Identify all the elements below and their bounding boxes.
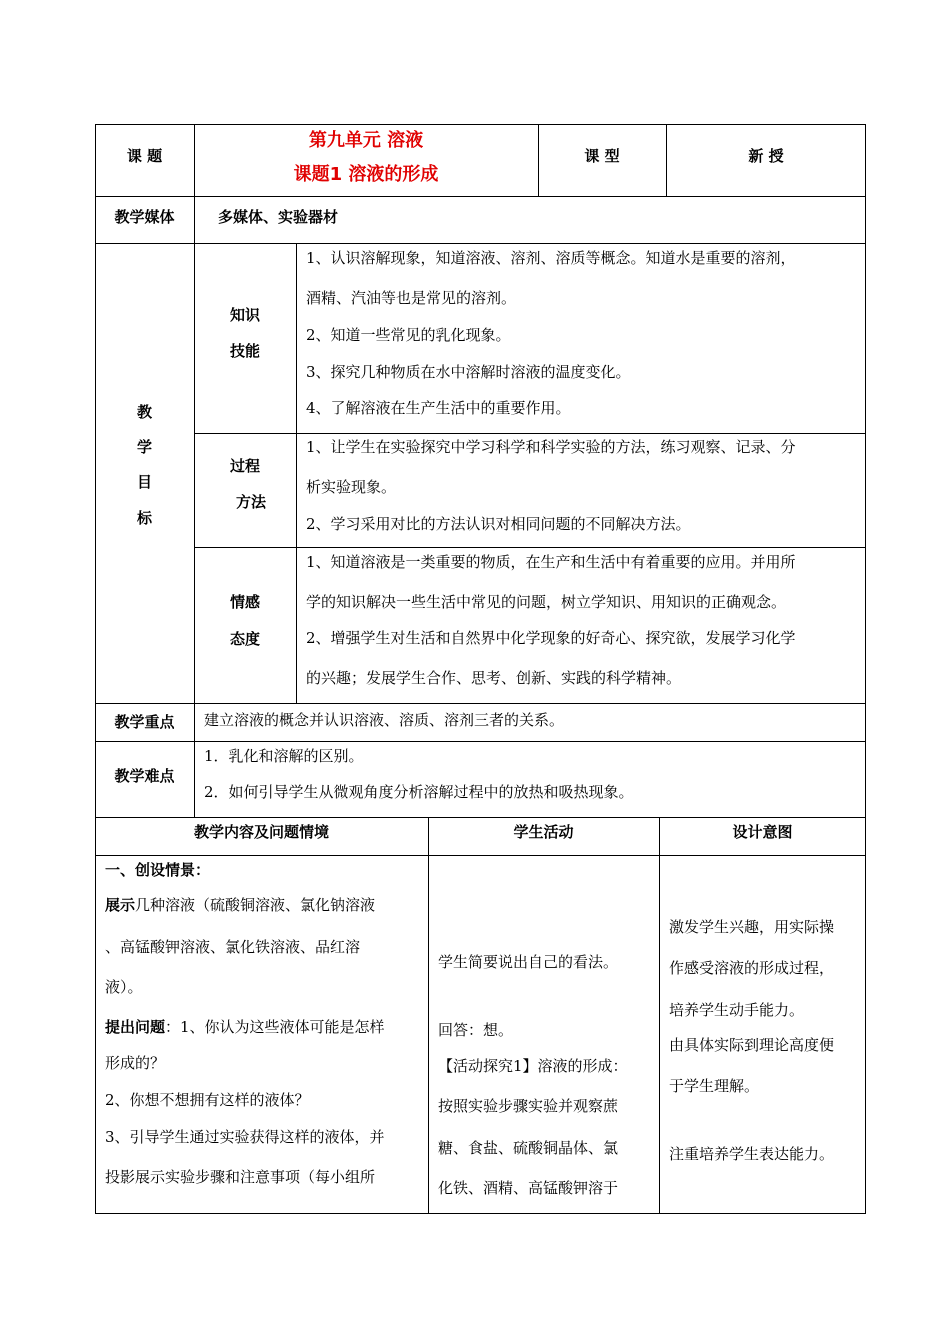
row-divider — [95, 855, 866, 856]
show-keyword: 展示 — [105, 896, 136, 914]
emotion-line: 1、知道溶液是一类重要的物质，在生产和生活中有着重要的应用。并用所 — [306, 553, 796, 571]
process-line: 1、让学生在实验探究中学习科学和科学实验的方法，练习观察、记录、分 — [306, 438, 796, 456]
content-line: 3、引导学生通过实验获得这样的液体，并 — [105, 1128, 385, 1146]
knowledge-line: 1、认识溶解现象，知道溶液、溶剂、溶质等概念。知道水是重要的溶剂， — [306, 249, 796, 267]
type-label: 课 型 — [584, 147, 620, 165]
objectives-label: 标 — [136, 509, 152, 527]
content-line: 形成的？ — [105, 1054, 166, 1072]
col-divider — [296, 243, 297, 703]
activity-line: 糖、食盐、硫酸铜晶体、氯 — [438, 1139, 619, 1157]
intent-line: 激发学生兴趣，用实际操 — [669, 918, 835, 936]
content-line — [105, 895, 375, 915]
content-line: 投影展示实验步骤和注意事项（每小组所 — [105, 1168, 376, 1186]
col-header-content: 教学内容及问题情境 — [193, 823, 329, 841]
intent-line: 由具体实际到理论高度便 — [669, 1036, 835, 1054]
knowledge-line: 4、了解溶液在生产生活中的重要作用。 — [306, 399, 571, 417]
key-point-label: 教学重点 — [114, 713, 175, 731]
activity-line: 学生简要说出自己的看法。 — [438, 953, 619, 971]
content-line: 2、你想不想拥有这样的液体？ — [105, 1091, 310, 1109]
content-heading: 一、创设情景： — [105, 861, 211, 879]
objectives-label: 目 — [136, 473, 152, 491]
lesson-title: 课题1 溶液的形成 — [293, 164, 439, 185]
objectives-label: 学 — [136, 438, 152, 456]
topic-label: 课 题 — [126, 147, 163, 165]
unit-title: 第九单元 溶液 — [308, 130, 424, 151]
type-value: 新 授 — [748, 147, 784, 165]
emotion-line: 学的知识解决一些生活中常见的问题，树立学知识、用知识的正确观念。 — [306, 593, 787, 611]
process-line: 析实验现象。 — [306, 478, 397, 496]
process-line: 2、学习采用对比的方法认识对相同问题的不同解决方法。 — [306, 515, 691, 533]
content-line: 液）。 — [105, 978, 143, 996]
emotion-label: 态度 — [229, 630, 260, 648]
knowledge-label: 知识 — [229, 306, 260, 324]
knowledge-line: 3、探究几种物质在水中溶解时溶液的温度变化。 — [306, 363, 631, 381]
emotion-line: 的兴趣；发展学生合作、思考、创新、实践的科学精神。 — [306, 669, 682, 687]
intent-line: 于学生理解。 — [669, 1077, 760, 1095]
intent-line: 作感受溶液的形成过程， — [669, 959, 835, 977]
activity-line: 回答：想。 — [438, 1021, 514, 1039]
col-divider — [428, 817, 429, 1214]
ask-text: ：1、你认为这些液体可能是怎样 — [165, 1018, 385, 1036]
media-label: 教学媒体 — [114, 208, 175, 226]
knowledge-line: 酒精、汽油等也是常见的溶剂。 — [306, 289, 517, 307]
row-divider — [95, 741, 866, 742]
row-divider — [95, 817, 866, 818]
show-text: 几种溶液（硫酸铜溶液、氯化钠溶液 — [135, 896, 376, 914]
activity-line: 按照实验步骤实验并观察蔗 — [438, 1097, 619, 1115]
difficulty-line: 2．如何引导学生从微观角度分析溶解过程中的放热和吸热现象。 — [204, 783, 634, 801]
difficulty-label: 教学难点 — [114, 767, 175, 785]
emotion-line: 2、增强学生对生活和自然界中化学现象的好奇心、探究欲，发展学习化学 — [306, 629, 796, 647]
activity-line: 化铁、酒精、高锰酸钾溶于 — [438, 1179, 619, 1197]
process-label: 方法 — [235, 493, 266, 511]
activity-line: 【活动探究1】溶液的形成： — [438, 1057, 628, 1075]
col-header-activity: 学生活动 — [513, 823, 574, 841]
col-divider — [659, 817, 660, 1214]
row-divider — [95, 196, 866, 197]
row-divider — [194, 547, 866, 548]
difficulty-line: 1．乳化和溶解的区别。 — [204, 747, 364, 765]
objectives-label: 教 — [136, 403, 152, 421]
col-header-intent: 设计意图 — [732, 823, 793, 841]
key-point-value: 建立溶液的概念并认识溶液、溶质、溶剂三者的关系。 — [204, 711, 565, 729]
content-line — [105, 1017, 385, 1037]
intent-line: 培养学生动手能力。 — [669, 1001, 805, 1019]
knowledge-label: 技能 — [229, 342, 260, 360]
row-divider — [194, 433, 866, 434]
intent-line: 注重培养学生表达能力。 — [669, 1145, 835, 1163]
emotion-label: 情感 — [229, 593, 260, 611]
process-label: 过程 — [229, 457, 260, 475]
knowledge-line: 2、知道一些常见的乳化现象。 — [306, 326, 511, 344]
row-divider — [95, 243, 866, 244]
content-line: 、高锰酸钾溶液、氯化铁溶液、品红溶 — [105, 938, 361, 956]
row-divider — [95, 703, 866, 704]
media-value: 多媒体、实验器材 — [218, 208, 339, 226]
ask-keyword: 提出问题 — [105, 1018, 166, 1036]
